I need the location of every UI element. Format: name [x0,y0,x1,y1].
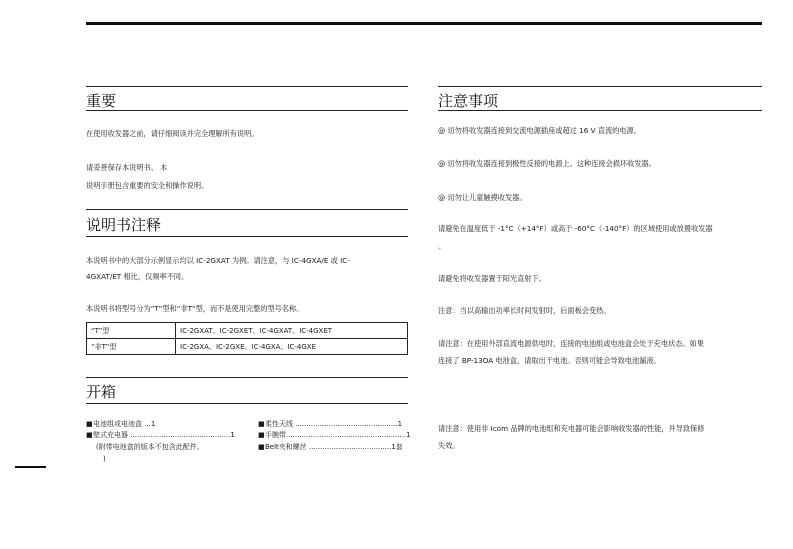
precaution-5: 请避免将收发器置于阳光直射下。 [438,274,546,283]
caution-3b: 失效。 [438,441,460,450]
heading-precautions: 注意事项 [438,92,499,110]
caution-2b: 连接了 BP-13OA 电池盒，请取出干电池。否则可能会导致电池漏液。 [438,356,661,365]
bullet-icon: ■ [86,420,93,428]
caution-2a: 请注意：在使用外部直流电源供电时，连接的电池组或电池盒会处于充电状态。如果 [438,339,704,348]
caution-3a: 请注意：使用非 Icom 品牌的电池组和充电器可能会影响收发器的性能，并导致保修 [438,424,705,433]
section-rule [86,403,408,404]
heading-unpacking: 开箱 [86,383,117,401]
important-paragraph-2a: 请妥善保存本说明书。 本 [86,163,168,172]
model-list-cell: IC-2GXAT、IC-2GXET、IC-4GXAT、IC-4GXET [176,323,408,339]
section-rule [86,110,408,111]
precaution-1: @ 切勿将收发器连接到交流电源插座或超过 16 V 直流的电源。 [438,126,641,135]
accessory-item: ■电池组或电池盒 ...1 [86,420,156,428]
accessory-item: ■柔性天线 ..............................................1 [258,420,403,428]
model-table [86,322,408,355]
model-type-cell: “T”型 [87,323,176,339]
model-type-cell: “非T”型 [87,339,176,355]
model-list-cell: IC-2GXA、IC-2GXE、IC-4GXA、IC-4GXE [176,339,408,355]
bullet-icon: ■ [258,431,265,439]
accessory-note-end: ) [103,455,106,463]
accessory-item: ■Belt夹和螺丝 .....................................1套 [258,443,403,451]
precaution-3: @ 切勿让儿童触摸收发器。 [438,193,527,202]
precaution-2: @ 切勿将收发器连接到极性反接的电源上。这种连接会损坏收发器。 [438,159,656,168]
notes-paragraph-1b: 4GXAT/ET 相比，仅频率不同。 [86,272,189,281]
section-rule [86,236,408,237]
notes-paragraph-2: 本说明书将型号分为“T”型和“非T”型，而不是使用完整的型号名称。 [86,304,304,313]
important-paragraph-2b: 说明手册包含重要的安全和操作说明。 [86,181,209,190]
section-rule [86,377,408,378]
bullet-icon: ■ [86,431,93,439]
accessory-note: (附带电池盒的版本不包含此配件。 [96,443,204,451]
bullet-icon: ■ [258,443,265,451]
section-rule [438,110,762,111]
caution-1: 注意：当以高输出功率长时间发射时，后面板会变热。 [438,306,611,315]
page-corner-rule [15,466,46,468]
precaution-4a: 请避免在温度低于 -1°C（+14°F）或高于 -60°C（-140°F）的区域使用或放置收发器 [438,224,713,233]
heading-important: 重要 [86,92,117,110]
section-rule [86,86,408,87]
table-row [87,323,408,339]
section-rule [86,209,408,210]
accessory-item: ■壁式充电器 .............................................1 [86,431,235,439]
notes-paragraph-1a: 本说明书中的大部分示例显示均以 IC-2GXAT 为例。请注意，与 IC-4GXA/E 或 IC- [86,256,350,265]
section-rule [438,86,762,87]
table-row [87,339,408,355]
heading-manual-notes: 说明书注释 [86,216,162,234]
bullet-icon: ■ [258,420,265,428]
accessory-item: ■手腕带......................................................1 [258,431,411,439]
precaution-4b: 。 [438,242,446,251]
important-paragraph-1: 在使用收发器之前，请仔细阅读并完全理解所有说明。 [86,129,259,138]
top-rule [86,22,762,25]
